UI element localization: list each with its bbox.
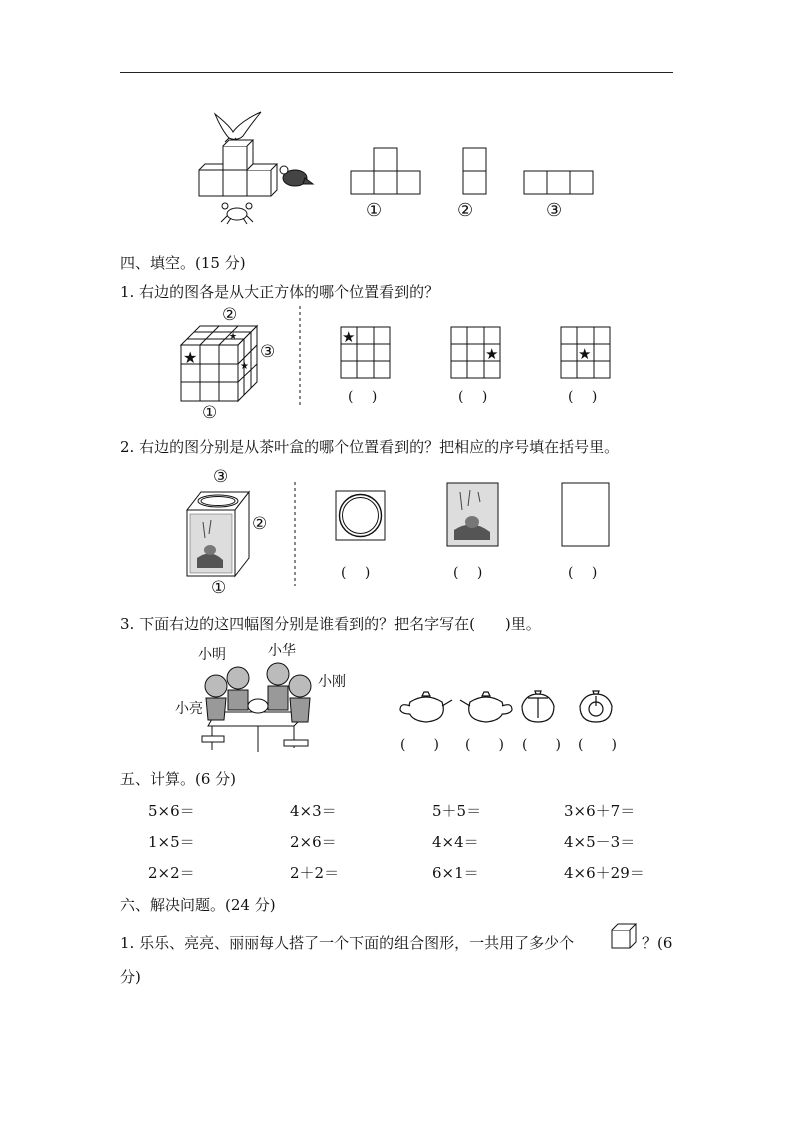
divider-dashed-2 <box>294 482 296 586</box>
name-xiaoliang: 小亮 <box>175 701 203 717</box>
q4-1-text: 1. 右边的图各是从大正方体的哪个位置看到的？ <box>120 283 440 301</box>
cube-label-front: ① <box>202 403 218 423</box>
calc-item: 5×6＝ <box>148 802 195 820</box>
box-top-view <box>335 490 387 542</box>
teapot-front-view-handle <box>578 688 614 724</box>
section-6-heading: 六、解决问题。(24 分) <box>120 896 276 914</box>
answer-blank-q2-c[interactable]: ( ) <box>568 565 598 581</box>
svg-text:★: ★ <box>578 345 592 363</box>
q6-1-text-cont: ？(6 <box>642 934 673 952</box>
answer-blank-q1-a[interactable]: ( ) <box>348 389 378 405</box>
cube-label-right: ③ <box>260 342 276 362</box>
section-5-heading: 五、计算。(6 分) <box>120 770 237 788</box>
box-label-top: ③ <box>213 467 229 487</box>
answer-blank-q1-b[interactable]: ( ) <box>458 389 488 405</box>
grid-view-b <box>450 326 502 380</box>
eagle-icon <box>215 112 261 142</box>
star-icon: ★ <box>183 348 198 367</box>
calc-item: 5＋5＝ <box>432 802 482 820</box>
divider-dashed-1 <box>299 306 301 406</box>
q6-1-text: 1. 乐乐、亮亮、丽丽每人搭了一个下面的组合图形，一共用了多少个 <box>120 934 575 952</box>
crab-icon <box>221 203 253 224</box>
name-xiaoming: 小明 <box>198 647 226 663</box>
name-xiaohua: 小华 <box>268 643 296 659</box>
box-front-view <box>446 482 500 548</box>
svg-text:★: ★ <box>485 345 499 363</box>
calc-item: 2＋2＝ <box>290 864 340 882</box>
calc-item: 2×6＝ <box>290 833 337 851</box>
teapot-side-view-2 <box>458 690 514 724</box>
tea-box-figure <box>183 488 253 580</box>
view-2-shape <box>462 148 488 196</box>
q4-2-text: 2. 右边的图分别是从茶叶盒的哪个位置看到的？把相应的序号填在括号里。 <box>120 438 620 456</box>
top-cube-figure <box>195 108 320 228</box>
children-around-table-figure <box>198 660 328 756</box>
svg-text:★: ★ <box>342 328 356 346</box>
calc-item: 6×1＝ <box>432 864 479 882</box>
teapot-side-view-1 <box>398 690 454 724</box>
answer-blank-q3-d[interactable]: ( ) <box>578 737 617 753</box>
section-4-heading: 四、填空。(15 分) <box>120 254 246 272</box>
cube-label-top: ② <box>222 305 238 325</box>
view-1-shape <box>350 148 422 196</box>
answer-blank-q3-c[interactable]: ( ) <box>522 737 561 753</box>
view-3-shape <box>523 170 595 196</box>
calc-item: 2×2＝ <box>148 864 195 882</box>
answer-blank-q2-a[interactable]: ( ) <box>341 565 371 581</box>
calc-item: 1×5＝ <box>148 833 195 851</box>
view-label-2: ② <box>457 200 474 221</box>
box-label-right: ② <box>252 514 268 534</box>
teapot-front-view-spout <box>520 688 556 724</box>
view-label-3: ③ <box>546 200 563 221</box>
calc-item: 4×5－3＝ <box>564 833 636 851</box>
big-cube-figure <box>180 325 262 403</box>
svg-text:★: ★ <box>240 361 249 372</box>
answer-blank-q3-b[interactable]: ( ) <box>465 737 504 753</box>
answer-blank-q3-a[interactable]: ( ) <box>400 737 439 753</box>
calc-item: 3×6＋7＝ <box>564 802 636 820</box>
calc-item: 4×4＝ <box>432 833 479 851</box>
q4-3-text: 3. 下面右边的这四幅图分别是谁看到的？把名字写在( )里。 <box>120 615 541 633</box>
view-label-1: ① <box>366 200 383 221</box>
calc-item: 4×6＋29＝ <box>564 864 645 882</box>
box-side-view <box>561 482 611 548</box>
q6-1-text-end: 分) <box>120 968 141 986</box>
calc-item: 4×3＝ <box>290 802 337 820</box>
grid-view-a <box>340 326 392 380</box>
pigeon-icon <box>280 166 313 186</box>
name-xiaogang: 小刚 <box>318 674 346 690</box>
small-cube-icon <box>610 922 638 950</box>
header-rule <box>120 72 673 73</box>
grid-view-c <box>560 326 612 380</box>
answer-blank-q2-b[interactable]: ( ) <box>453 565 483 581</box>
answer-blank-q1-c[interactable]: ( ) <box>568 389 598 405</box>
box-label-front: ① <box>211 578 227 598</box>
svg-text:★: ★ <box>229 332 238 342</box>
